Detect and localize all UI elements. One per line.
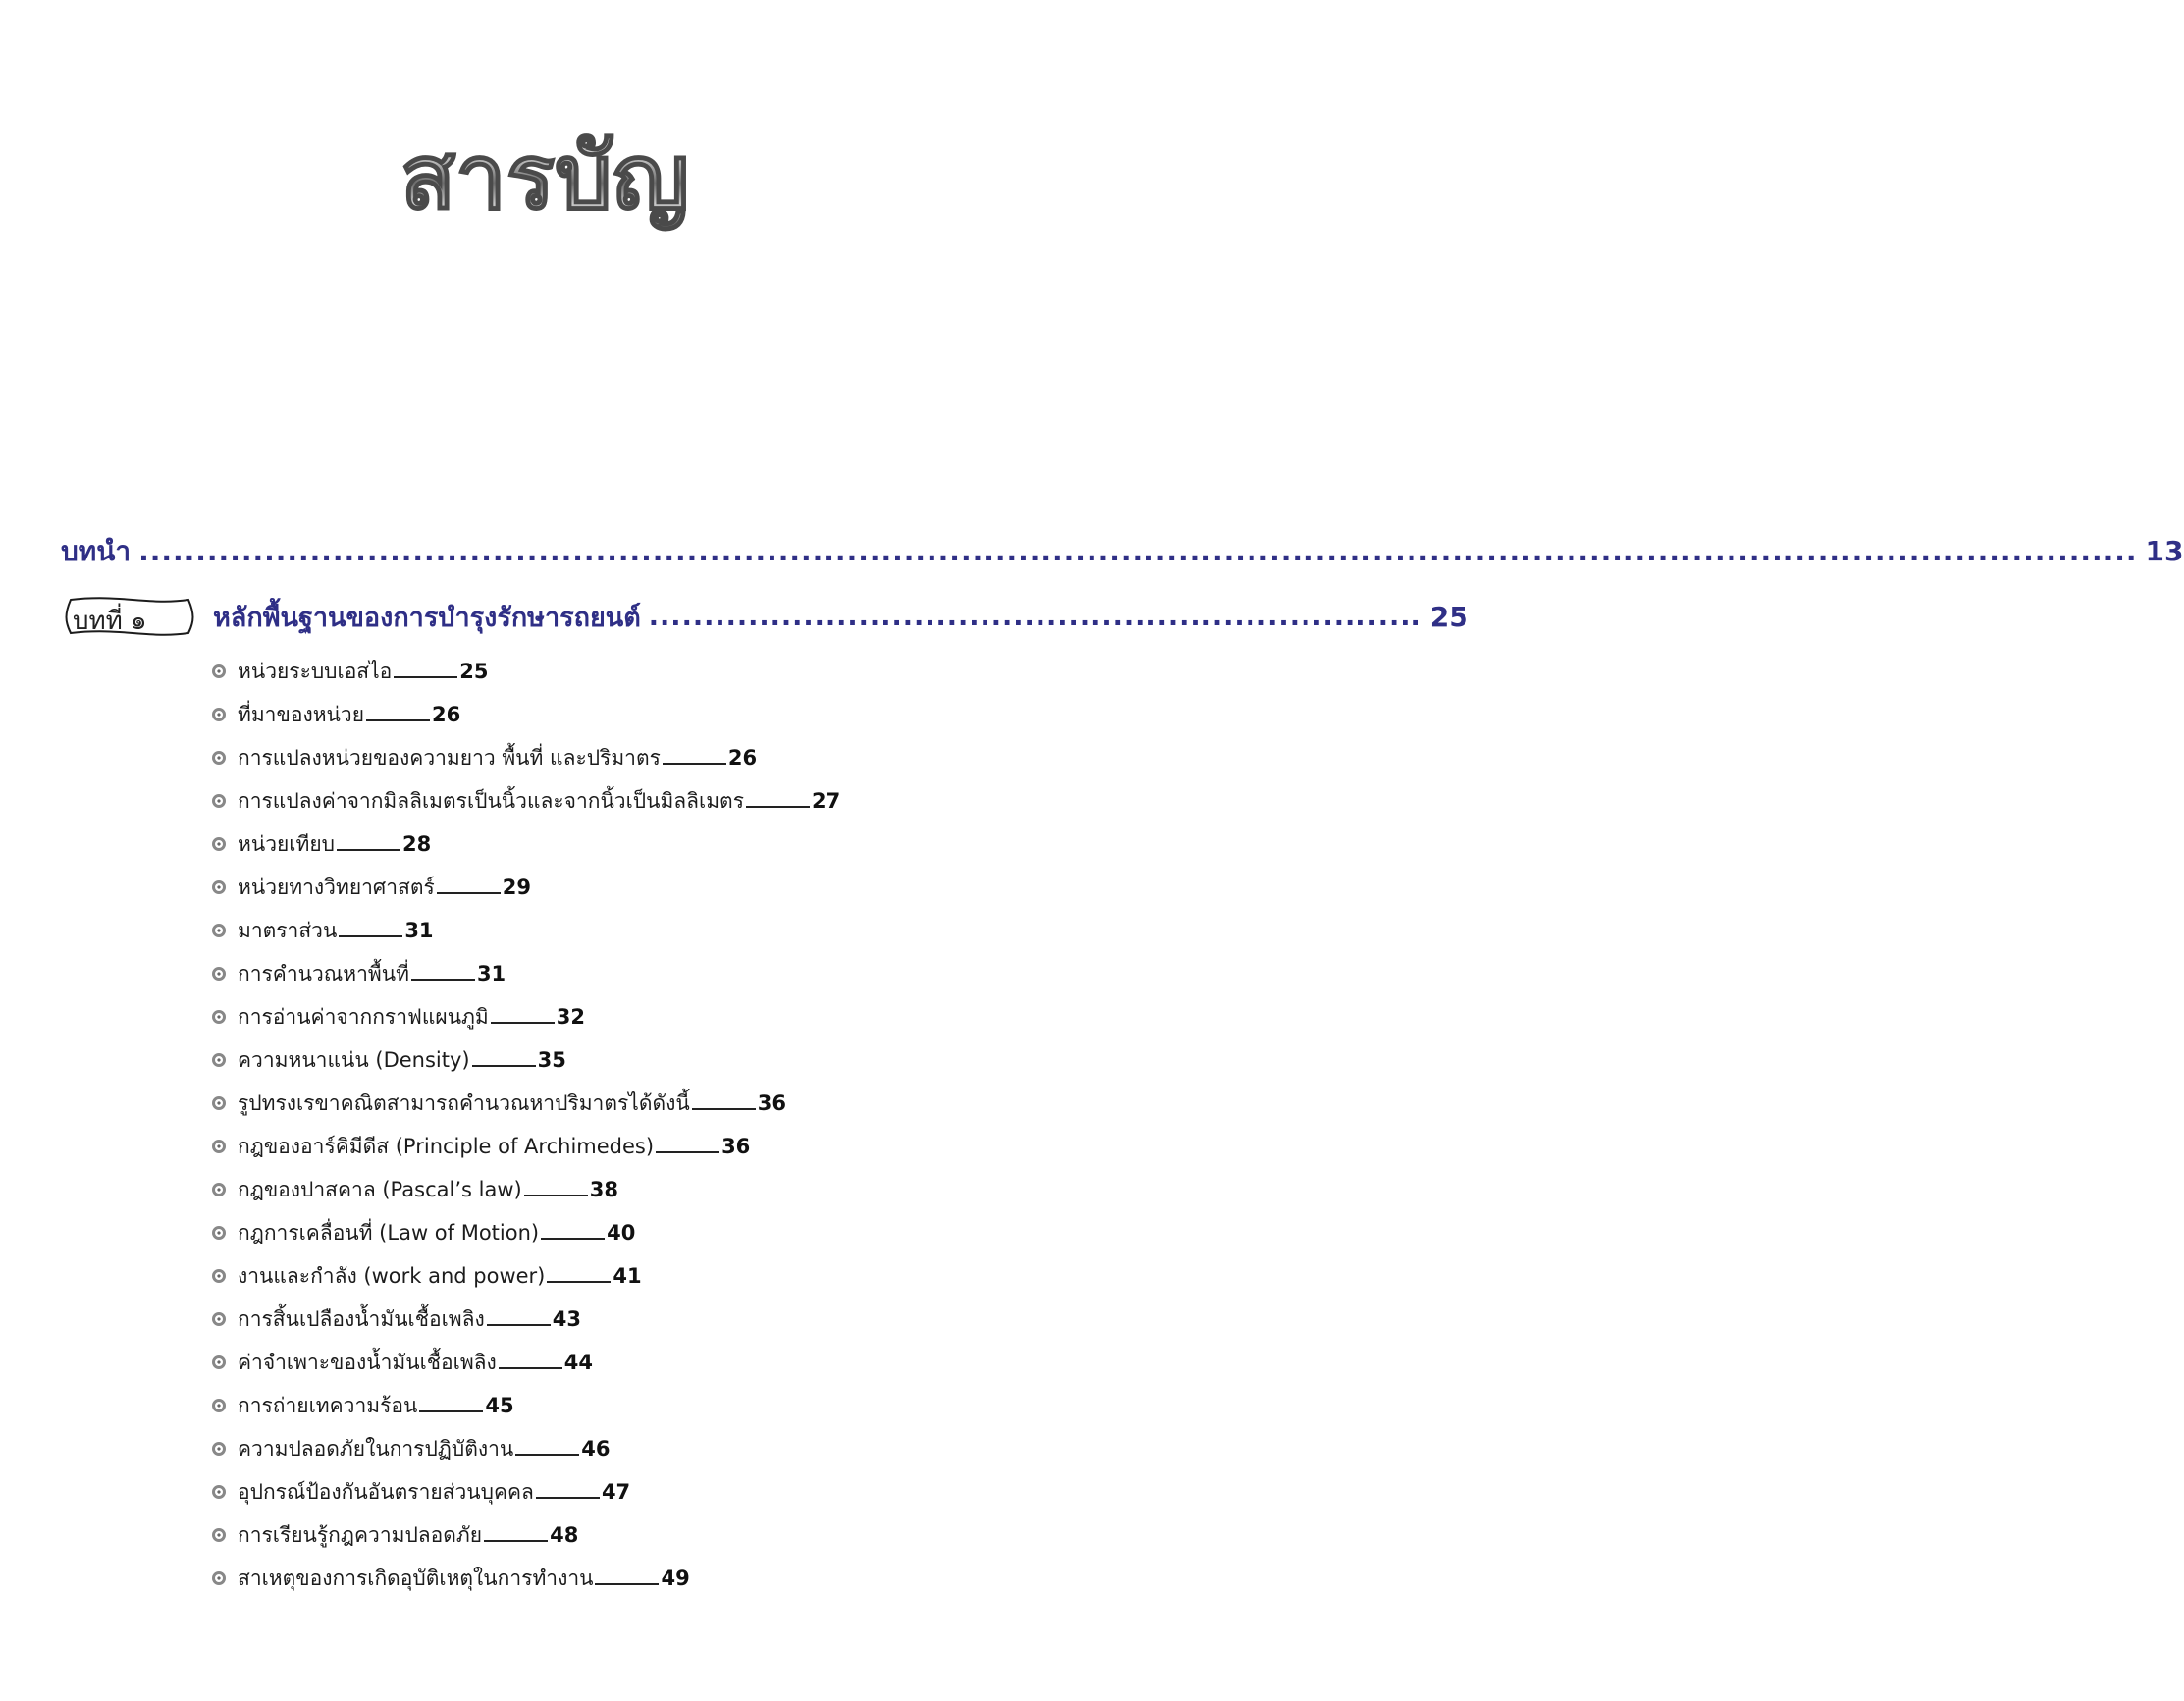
- toc-entry-text: รูปทรงเรขาคณิตสามารถคำนวณหาปริมาตรได้ดังนี้: [238, 1090, 690, 1115]
- toc-entry-page: 29: [502, 876, 532, 899]
- toc-entry[interactable]: [212, 693, 1017, 736]
- toc-entry-text: การสิ้นเปลืองน้ำมันเชื้อเพลิง: [238, 1306, 485, 1331]
- toc-entry-text: กฎการเคลื่อนที่ (Law of Motion): [238, 1220, 540, 1245]
- toc-entry-text: ค่าจำเพาะของน้ำมันเชื้อเพลิง: [238, 1350, 497, 1374]
- toc-entry[interactable]: [212, 1211, 1017, 1254]
- toc-entry-page: 36: [757, 1091, 786, 1115]
- bullet-icon: [212, 708, 226, 721]
- chapter-page: 25: [1429, 600, 1468, 633]
- toc-entry[interactable]: [212, 1514, 1017, 1557]
- toc-entry[interactable]: [212, 823, 1017, 866]
- toc-entry[interactable]: [212, 1557, 1017, 1600]
- entry-leader-line: [366, 719, 430, 721]
- entry-leader-line: [484, 1540, 548, 1542]
- toc-entry[interactable]: [212, 1341, 1017, 1384]
- toc-entry-text: การแปลงหน่วยของความยาว พื้นที่ และปริมาตร: [238, 745, 661, 770]
- chapter-dot-leader: ......................................................................: [648, 601, 1422, 632]
- toc-entry[interactable]: [212, 1168, 1017, 1211]
- toc-entry-text: กฎของปาสคาล (Pascal’s law): [238, 1177, 522, 1201]
- toc-entry-page: 41: [613, 1264, 642, 1288]
- toc-entry-page: 43: [552, 1307, 581, 1331]
- entry-leader-line: [515, 1454, 579, 1456]
- bullet-icon: [212, 1442, 226, 1456]
- chapter-badge-label: บทที่ ๑: [73, 607, 147, 636]
- entry-leader-line: [491, 1022, 555, 1024]
- bullet-icon: [212, 1528, 226, 1542]
- bullet-icon: [212, 1571, 226, 1585]
- toc-entry-text: การแปลงค่าจากมิลลิเมตรเป็นนิ้วและจากนิ้วเป็นมิลลิเมตร: [238, 788, 744, 813]
- entry-leader-line: [499, 1367, 562, 1369]
- toc-entry-page: 47: [601, 1480, 631, 1504]
- entry-leader-line: [487, 1324, 551, 1326]
- intro-label: บทนำ: [61, 535, 132, 567]
- entry-leader-line: [746, 806, 810, 808]
- entry-leader-line: [536, 1497, 600, 1499]
- intro-dot-leader: ...............................................................................................................................................................................: [138, 535, 2138, 567]
- toc-entry-text: หน่วยระบบเอสไอ: [238, 659, 393, 683]
- entry-leader-line: [411, 979, 475, 981]
- intro-page: 13: [2145, 535, 2184, 567]
- toc-entry[interactable]: [212, 1082, 1017, 1125]
- bullet-icon: [212, 1053, 226, 1067]
- toc-entry-text: หน่วยเทียบ: [238, 831, 335, 856]
- page-title: [353, 125, 736, 245]
- entry-leader-line: [337, 849, 400, 851]
- entry-leader-line: [472, 1065, 536, 1067]
- toc-entry-text: การอ่านค่าจากกราฟแผนภูมิ: [238, 1004, 489, 1029]
- bullet-icon: [212, 924, 226, 937]
- toc-entry[interactable]: [212, 952, 1017, 995]
- toc-entry[interactable]: [212, 650, 1017, 693]
- toc-entry-text: หน่วยทางวิทยาศาสตร์: [238, 875, 435, 899]
- toc-entry-page: 26: [432, 703, 461, 726]
- bullet-icon: [212, 1355, 226, 1369]
- entry-leader-line: [547, 1281, 611, 1283]
- entry-leader-line: [692, 1108, 756, 1110]
- toc-entry-page: 40: [607, 1221, 636, 1245]
- toc-entry-text: การถ่ายเทความร้อน: [238, 1393, 418, 1417]
- entry-leader-line: [656, 1151, 719, 1153]
- entry-leader-line: [541, 1238, 605, 1240]
- toc-entry-text: ที่มาของหน่วย: [238, 702, 364, 726]
- bullet-icon: [212, 664, 226, 678]
- toc-entry[interactable]: [212, 1427, 1017, 1470]
- toc-entry-page: 28: [401, 832, 432, 856]
- toc-entry-page: 38: [589, 1178, 618, 1201]
- toc-entry-page: 35: [537, 1048, 566, 1072]
- toc-entry-text: การคำนวณหาพื้นที่: [238, 961, 409, 985]
- bullet-icon: [212, 1485, 226, 1499]
- toc-entry[interactable]: [212, 1125, 1017, 1168]
- entry-leader-line: [524, 1195, 588, 1196]
- toc-entry-text: งานและกำลัง (work and power): [238, 1263, 546, 1288]
- bullet-icon: [212, 1010, 226, 1024]
- entry-leader-line: [394, 676, 457, 678]
- chapter-badge: [61, 596, 203, 637]
- bullet-icon: [212, 1312, 226, 1326]
- entry-leader-line: [663, 763, 726, 765]
- bullet-icon: [212, 1183, 226, 1196]
- toc-entry-page: 46: [581, 1437, 611, 1461]
- toc-entry-page: 25: [459, 660, 489, 683]
- chapter-title: หลักพื้นฐานของการบำรุงรักษารถยนต์: [213, 602, 641, 633]
- toc-entry[interactable]: [212, 1254, 1017, 1298]
- bullet-icon: [212, 1226, 226, 1240]
- entry-leader-line: [339, 935, 402, 937]
- toc-entry[interactable]: [212, 736, 1017, 779]
- toc-entry-page: 31: [476, 962, 506, 985]
- toc-entry-page: 27: [811, 789, 841, 813]
- toc-entry-page: 48: [550, 1523, 579, 1547]
- toc-entry[interactable]: [212, 1298, 1017, 1341]
- toc-entry[interactable]: [212, 995, 1017, 1038]
- entry-leader-line: [595, 1583, 659, 1585]
- toc-entry-page: 45: [485, 1394, 514, 1417]
- toc-entry-text: อุปกรณ์ป้องกันอันตรายส่วนบุคคล: [238, 1479, 534, 1504]
- bullet-icon: [212, 1096, 226, 1110]
- bullet-icon: [212, 1269, 226, 1283]
- page-title-text: สารบัญ: [400, 125, 690, 230]
- toc-entry-text: ความปลอดภัยในการปฏิบัติงาน: [238, 1436, 514, 1461]
- toc-entry-page: 49: [661, 1567, 690, 1590]
- toc-entry[interactable]: [212, 1470, 1017, 1514]
- toc-entry[interactable]: [212, 1038, 1017, 1082]
- toc-entry[interactable]: [212, 866, 1017, 909]
- toc-entry-text: ความหนาแน่น (Density): [238, 1047, 470, 1072]
- bullet-icon: [212, 880, 226, 894]
- toc-entry-text: กฎของอาร์คิมีดีส (Principle of Archimedes): [238, 1134, 655, 1158]
- toc-entry-text: มาตราส่วน: [238, 918, 338, 942]
- bullet-icon: [212, 1399, 226, 1412]
- toc-entry-page: 32: [556, 1005, 585, 1029]
- toc-intro-row[interactable]: [61, 530, 2184, 567]
- toc-entry-list: [212, 650, 1017, 1600]
- toc-entry-page: 36: [721, 1135, 751, 1158]
- toc-entry-page: 44: [563, 1351, 594, 1374]
- bullet-icon: [212, 837, 226, 851]
- chapter-row[interactable]: [61, 594, 1468, 639]
- entry-leader-line: [437, 892, 501, 894]
- toc-entry[interactable]: [212, 779, 1017, 823]
- bullet-icon: [212, 1140, 226, 1153]
- entry-leader-line: [419, 1410, 483, 1412]
- bullet-icon: [212, 751, 226, 765]
- bullet-icon: [212, 794, 226, 808]
- bullet-icon: [212, 967, 226, 981]
- toc-entry-page: 26: [727, 746, 758, 770]
- toc-entry-text: การเรียนรู้กฎความปลอดภัย: [238, 1522, 483, 1547]
- toc-entry[interactable]: [212, 909, 1017, 952]
- toc-entry[interactable]: [212, 1384, 1017, 1427]
- toc-entry-page: 31: [404, 919, 434, 942]
- toc-entry-text: สาเหตุของการเกิดอุบัติเหตุในการทำงาน: [238, 1566, 594, 1590]
